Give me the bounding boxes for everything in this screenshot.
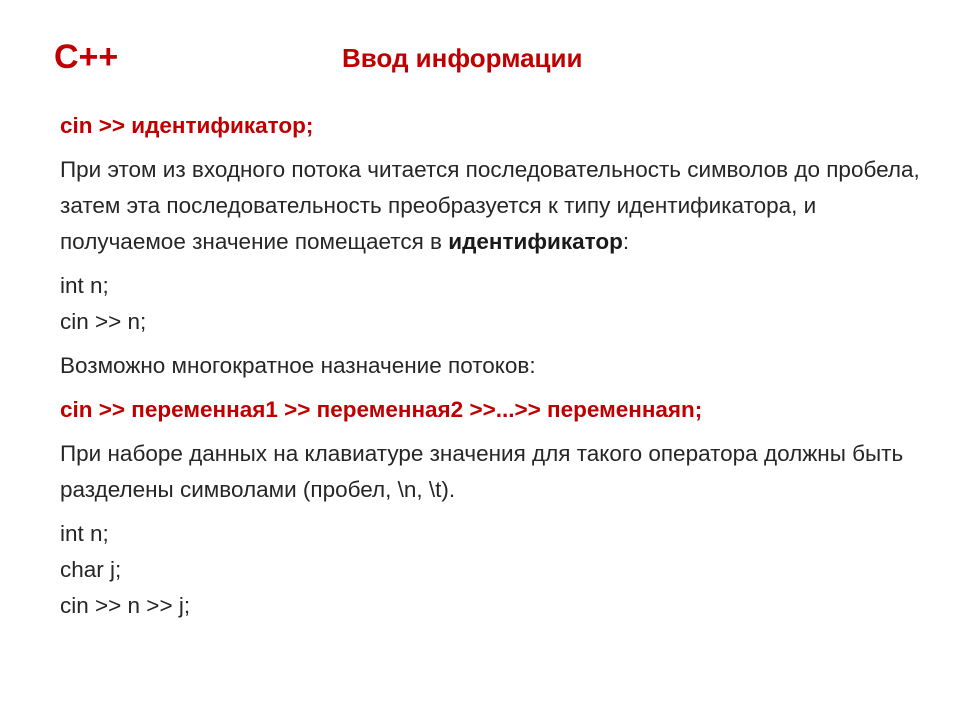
slide-title: Ввод информации bbox=[342, 43, 583, 73]
code-example-2 bbox=[60, 516, 920, 624]
multiple-streams-text: Возможно многократное назначение потоков: bbox=[60, 353, 536, 378]
syntax-cin-single: cin >> идентификатор; bbox=[60, 113, 314, 138]
code-line: char j; bbox=[60, 557, 122, 582]
description-text: При этом из входного потока читается последовательность символов до пробела, затем эта последовательность преобразуется к типу идентификатора, и получаемое значение помещается в bbox=[60, 157, 920, 254]
separator-paragraph: При наборе данных на клавиатуре значения для такого оператора должны быть разделены символами (пробел, \n, \t). bbox=[60, 441, 904, 502]
code-example-1 bbox=[60, 268, 920, 340]
code-line: int n; bbox=[60, 521, 109, 546]
code-line: int n; bbox=[60, 273, 109, 298]
cpp-logo: C++ bbox=[54, 38, 119, 76]
slide-content bbox=[60, 108, 920, 632]
identifier-bold: идентификатор bbox=[448, 229, 623, 254]
syntax-cin-multiple: cin >> переменная1 >> переменная2 >>...>> переменнаяn; bbox=[60, 397, 703, 422]
description-paragraph bbox=[60, 152, 920, 260]
code-line: cin >> n >> j; bbox=[60, 593, 191, 618]
code-line: cin >> n; bbox=[60, 309, 147, 334]
description-end: : bbox=[622, 229, 630, 254]
